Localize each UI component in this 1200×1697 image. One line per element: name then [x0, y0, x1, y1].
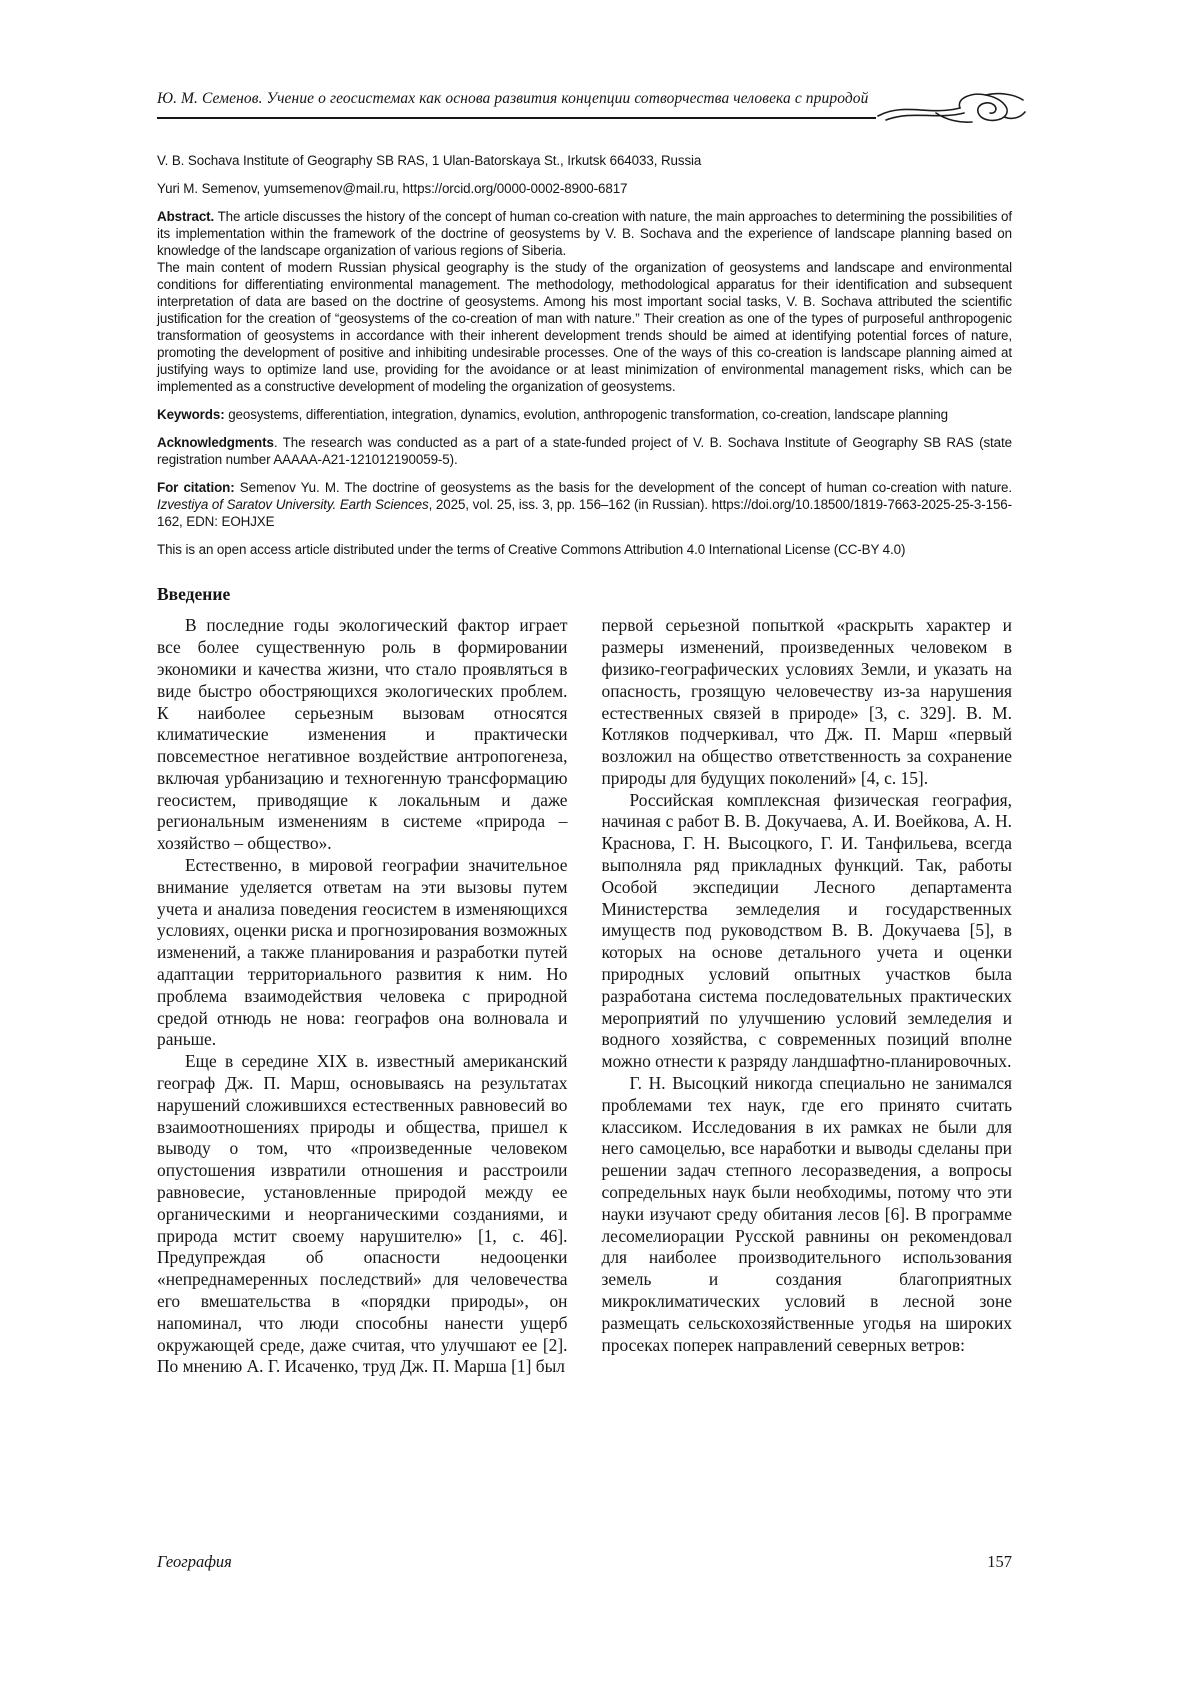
abstract-block	[157, 208, 1012, 395]
abstract-paragraph-1: The article discusses the history of the concept of human co-creation with nature, the main approaches to determining the possibilities of its implementation within the framework of the doctrine of geosystems by V. B. Sochava and the experience of landscape planning based on knowledge of the landscape organization of various regions of Siberia.	[157, 209, 1012, 259]
citation-journal-name: Izvestiya of Saratov University. Earth Sciences	[157, 497, 429, 513]
left-column	[157, 615, 568, 1470]
abstract-label: Abstract.	[157, 209, 215, 225]
keywords-block	[157, 406, 1012, 423]
citation-text-after: , 2025, vol. 25, iss. 3, pp. 156–162 (in Russian). https://doi.org/10.18500/1819-7663-2025-25-3-156-162, EDN: EOHJXE	[157, 497, 1013, 530]
body-paragraph: Российская комплексная физическая география, начиная с работ В. В. Докучаева, А. И. Воейкова, А. Н. Краснова, Г. Н. Высоцкого, Г. И. Танфильева, всегда выполняла ряд прикладных функций. Так, работы Особой экспедиции Лесного департамента Министерства земледелия и государственных имуществ под руководством В. В. Докучаева [5], в которых на основе детального учета и оценки природных условий опытных участков была разработана система последовательных практических мероприятий по улучшению условий земледелия и водного хозяйства, с современных позиций вполне можно отнести к разряду ландшафтно-планировочных.	[601, 789, 1012, 1072]
affiliation-line: V. B. Sochava Institute of Geography SB RAS, 1 Ulan-Batorskaya St., Irkutsk 664033, Russia	[157, 153, 702, 168]
acknowledgments-block	[157, 434, 1012, 468]
license-line: This is an open access article distributed under the terms of Creative Commons Attribution 4.0 International License (CC-BY 4.0)	[157, 542, 906, 558]
acknowledgments-label: Acknowledgments	[157, 435, 274, 451]
citation-text-before: Semenov Yu. M. The doctrine of geosystems as the basis for the development of the concept of human co-creation with nature.	[239, 480, 1013, 496]
page-footer	[157, 1552, 1012, 1572]
footer-section-name: География	[157, 1552, 232, 1571]
footer-page-number: 157	[987, 1552, 1012, 1571]
body-paragraph: Еще в середине XIX в. известный американский географ Дж. П. Марш, основываясь на результатах нарушений сложившихся естественных равновесий во взаимоотношениях природы и общества, пришел к выводу о том, что «произведенные человеком опустошения извратили отношения и расстроили равновесие, установленные природой между ее органическими и неорганическими созданиями, и природа мстит своему нарушителю» [1, с. 46]. Предупреждая об опасности недооценки «непреднамеренных последствий» для человечества его вмешательства в «порядки природы», он напоминал, что люди способны нанести ущерб окружающей среде, даже считая, что улучшают ее [2]. По мнению А. Г. Исаченко, труд Дж. П. Марша [1] был	[157, 1051, 568, 1377]
frontmatter	[157, 152, 1012, 558]
running-head	[157, 90, 1012, 119]
keywords-text: geosystems, differentiation, integration, dynamics, evolution, anthropogenic transformation, co-creation, landscape planning	[228, 407, 948, 423]
body-paragraph: Г. Н. Высоцкий никогда специально не занимался проблемами тех наук, где его принято считать классиком. Исследования в их рамках не были для него самоцелью, все наработки и выводы сделаны при решении задач степного лесоразведения, а вопросы сопредельных наук были необходимы, потому что эти науки изучают среду обитания лесов [6]. В программе лесомелиорации Русской равнины он рекомендовал для наиболее производительного использования земель и создания благоприятных микроклиматических условий в лесной зоне размещать сельскохозяйственные угодья на широких просеках поперек направлений северных ветров:	[601, 1073, 1012, 1355]
abstract-paragraph-2: The main content of modern Russian physical geography is the study of the organization of geosystems and landscape and environmental conditions for differentiating environmental management. The methodology, methodological apparatus for their identification and subsequent interpretation of data are based on the doctrine of geosystems. Among his most important social tasks, V. B. Sochava attributed the scientific justification for the creation of “geosystems of the co-creation of man with nature.” Their creation as one of the types of purposeful anthropogenic transformation of geosystems in accordance with their inherent development trends should be aimed at identifying potential forces of nature, promoting the development of positive and inhibiting undesirable processes. One of the ways of this co-creation is landscape planning aimed at justifying ways to optimize land use, providing for the avoidance or at least minimization of environmental management risks, which can be implemented as a constructive development of modeling the organization of geosystems.	[157, 260, 1012, 395]
acknowledgments-text: . The research was conducted as a part of a state-funded project of V. B. Sochava Institute of Geography SB RAS (state registration number AAAAA-A21-121012190059-5).	[157, 435, 1012, 468]
body-paragraph: В последние годы экологический фактор играет все более существенную роль в формировании экономики и качества жизни, что стало проявляться в виде быстро обостряющихся экологических проблем. К наиболее серьезным вызовам относятся климатические изменения и практически повсеместное негативное воздействие антропогенеза, включая урбанизацию и техногенную трансформацию геосистем, приводящие к локальным и даже региональным изменениям в системе «природа – хозяйство – общество».	[157, 615, 568, 854]
running-head-title: Ю. М. Семенов. Учение о геосистемах как основа развития концепции сотворчества человека с природой	[157, 90, 869, 107]
right-column	[602, 615, 1013, 1470]
section-heading-introduction: Введение	[157, 584, 231, 605]
article-body	[157, 584, 1012, 1470]
keywords-label: Keywords:	[157, 407, 225, 423]
citation-label: For citation:	[157, 480, 235, 496]
body-paragraph-continuation: первой серьезной попыткой «раскрыть характер и размеры изменений, произведенных человеком в физико-географических условиях Земли, и указать на опасность, грозящую человечеству из-за нарушения естественных связей в природе» [3, с. 329]. В. М. Котляков подчеркивал, что Дж. П. Марш «первый возложил на общество ответственность за сохранение природы для будущих поколений» [4, с. 15].	[601, 615, 1012, 788]
citation-block	[157, 479, 1012, 530]
body-paragraph: Естественно, в мировой географии значительное внимание уделяется ответам на эти вызовы путем учета и анализа поведения геосистем в изменяющихся условиях, оценки риска и прогнозирования возможных изменений, а также планирования и разработки путей адаптации территориального развития к ним. Но проблема взаимодействия человека с природной средой отнюдь не нова: географов она волновала и раньше.	[157, 855, 568, 1050]
engraving-flourish-icon	[876, 89, 1028, 129]
author-contact-line: Yuri M. Semenov, yumsemenov@mail.ru, https://orcid.org/0000-0002-8900-6817	[157, 181, 628, 197]
two-column-text	[157, 615, 1012, 1470]
